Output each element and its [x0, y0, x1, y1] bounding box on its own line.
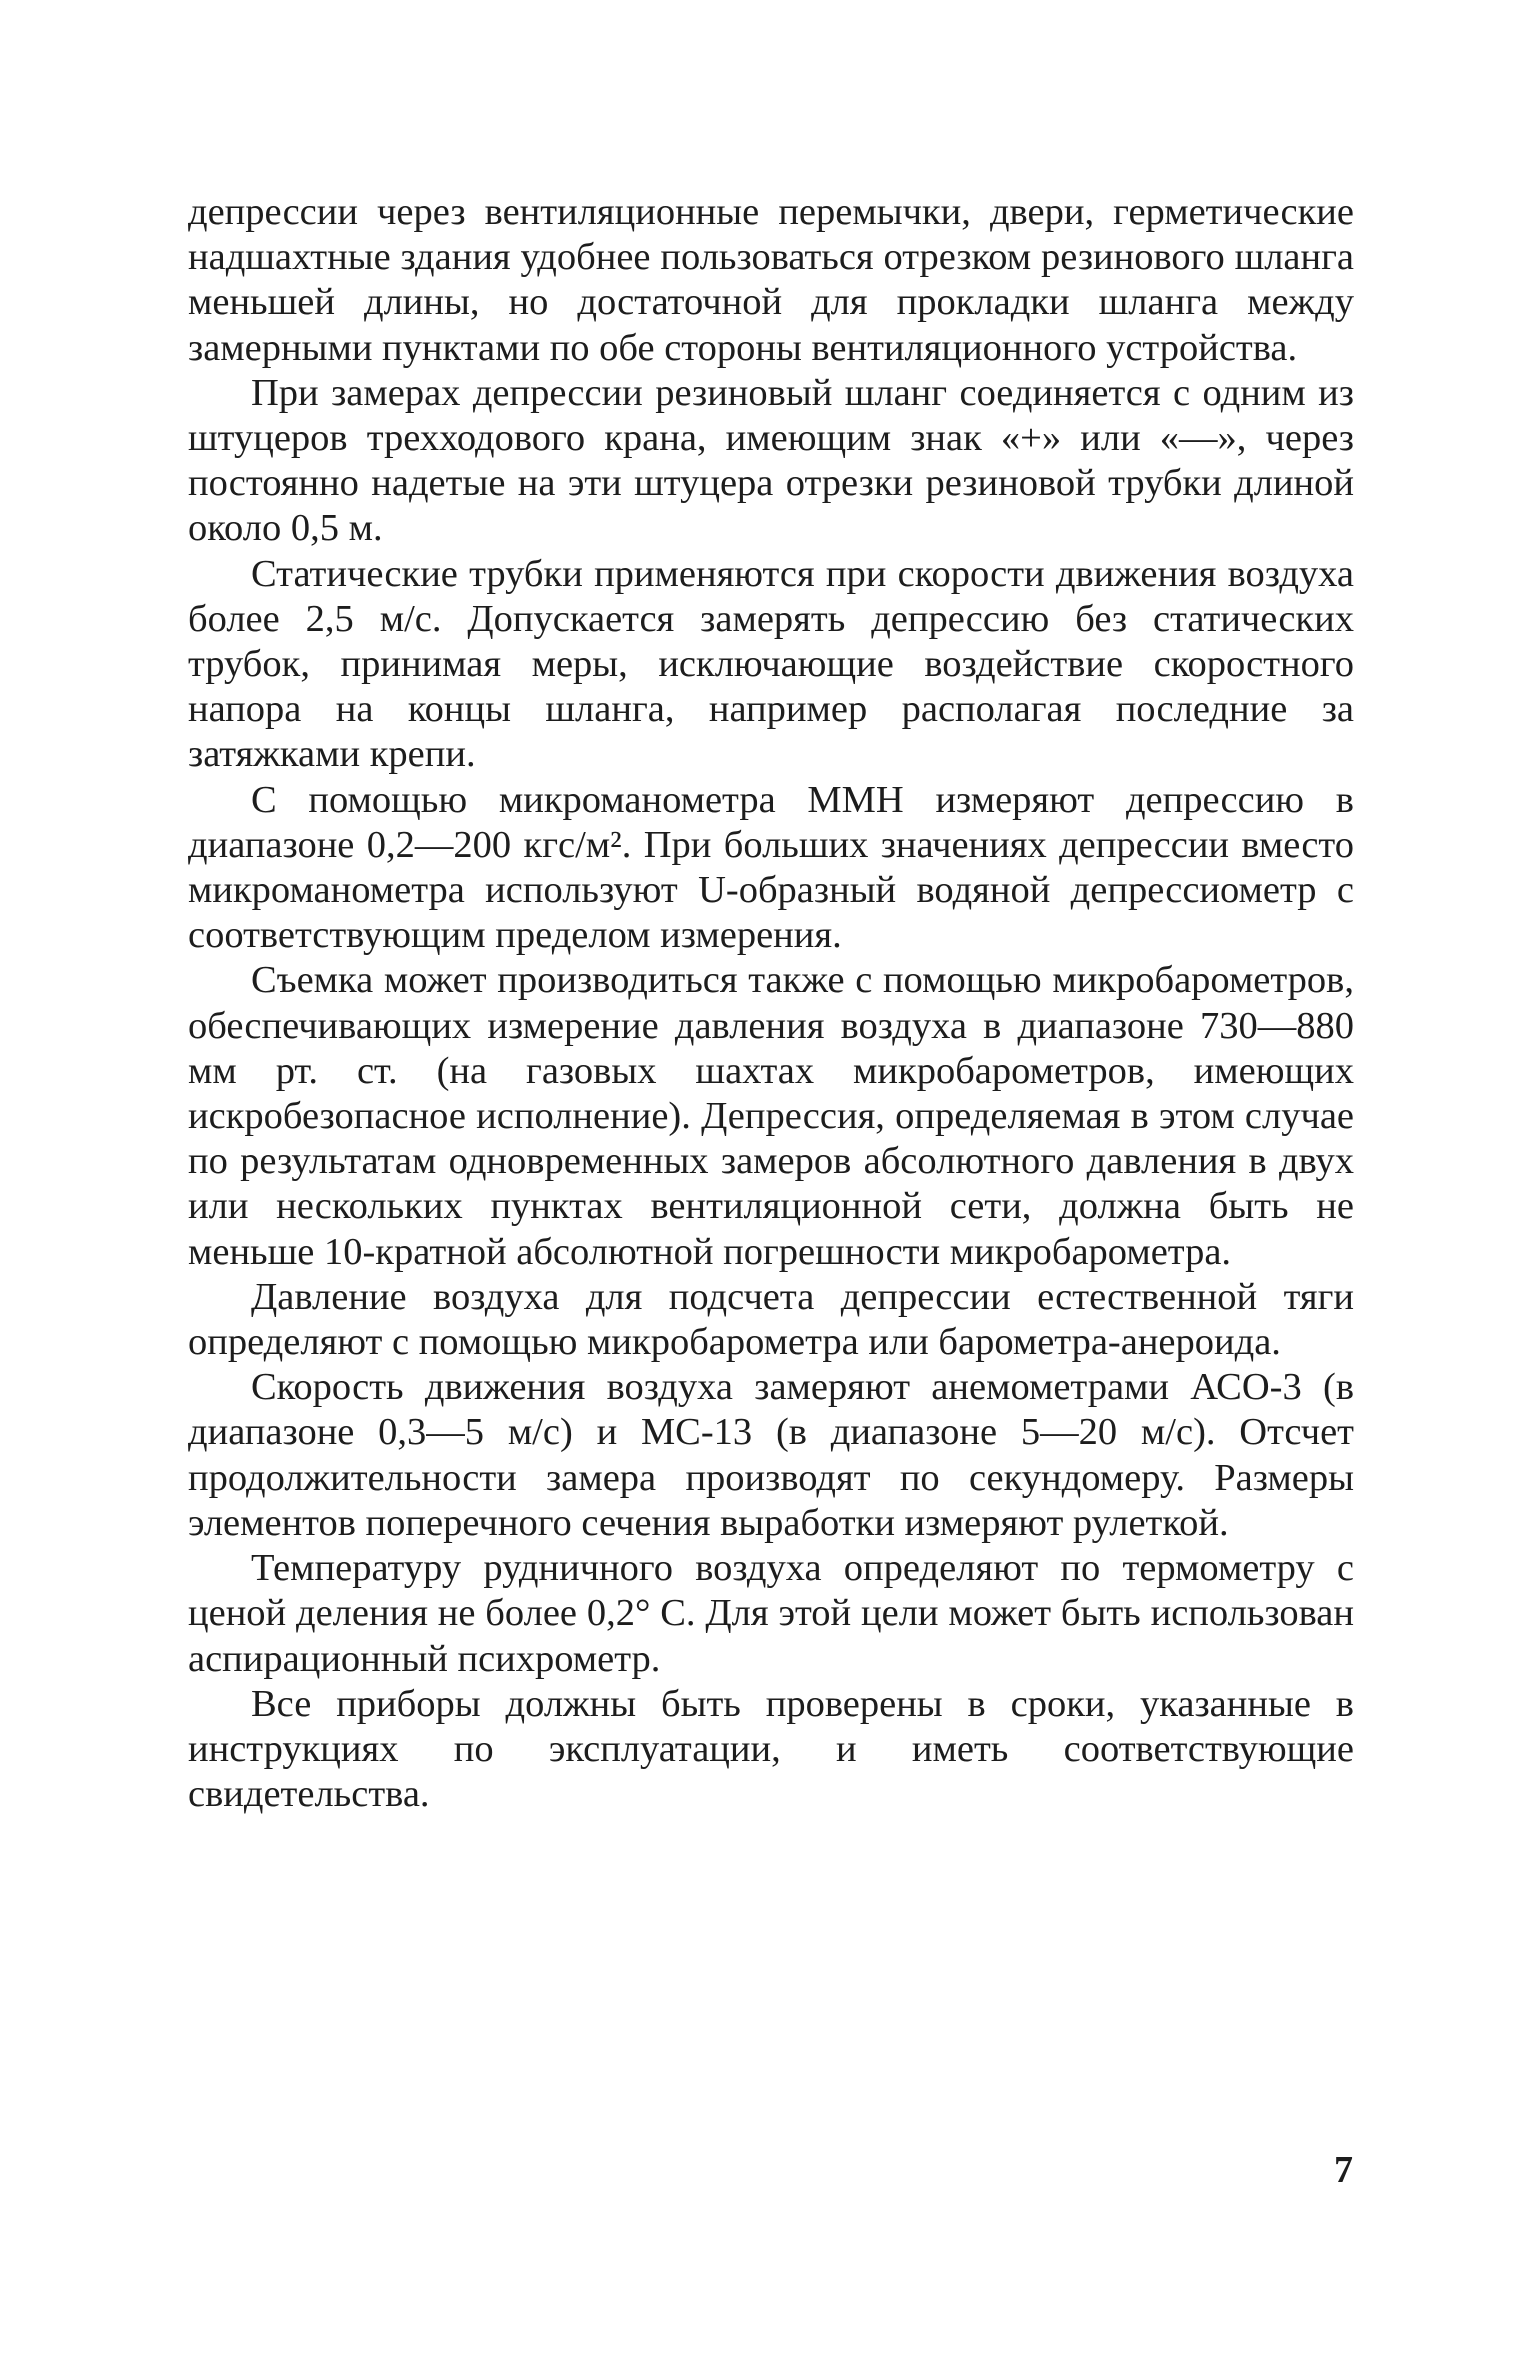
- paragraph-temperature: Температуру рудничного воздуха определяют по термометру с ценой деления не более 0,2° С. Для этой цели может быть использован аспирационный психрометр.: [188, 1547, 1354, 1680]
- paragraph-continuation: депрессии через вентиляционные перемычки, двери, герметические надшахтные здания удобнее пользоваться отрезком резинового шланга меньшей длины, но достаточной для прокладки шланга между замерными пунктами по обе стороны вентиляционного устройства.: [188, 191, 1354, 369]
- paragraph-static-tubes: Статические трубки применяются при скорости движения воздуха более 2,5 м/с. Допускается замерять депрессию без статических трубок, принимая меры, исключающие воздействие скоростного напора на концы шланга, например располагая последние за затяжками крепи.: [188, 552, 1354, 776]
- page-body: [188, 190, 1354, 1817]
- paragraph-micromanometer: С помощью микроманометра ММН измеряют депрессию в диапазоне 0,2—200 кгс/м². При больших значениях депрессии вместо микроманометра используют U-образный водяной депрессиометр с соответствующим пределом измерения.: [188, 778, 1354, 957]
- paragraph-microbarometers: Съемка может производиться также с помощью микробарометров, обеспечивающих измерение давления воздуха в диапазоне 730—880 мм рт. ст. (на газовых шахтах микробарометров, имеющих искробезопасное исполнение). Депрессия, определяемая в этом случае по результатам одновременных замеров абсолютного давления в двух или нескольких пунктах вентиляционной сети, должна быть не меньше 10-кратной абсолютной погрешности микробарометра.: [188, 959, 1354, 1273]
- paragraph-instrument-checks: Все приборы должны быть проверены в сроки, указанные в инструкциях по эксплуатации, и иметь соответствующие свидетельства.: [188, 1682, 1354, 1816]
- paragraph-natural-draft: Давление воздуха для подсчета депрессии естественной тяги определяют с помощью микробарометра или барометра-анероида.: [188, 1275, 1354, 1364]
- paragraph-air-speed: Скорость движения воздуха замеряют анемометрами АСО-3 (в диапазоне 0,3—5 м/с) и МС-13 (в диапазоне 5—20 м/с). Отсчет продолжительности замера производят по секундомеру. Размеры элементов поперечного сечения выработки измеряют рулеткой.: [188, 1366, 1354, 1544]
- page-number: 7: [1334, 2149, 1353, 2191]
- paragraph-hose-connection: При замерах депрессии резиновый шланг соединяется с одним из штуцеров трехходового крана, имеющим знак «+» или «—», через постоянно надетые на эти штуцера отрезки резиновой трубки длиной около 0,5 м.: [188, 371, 1354, 550]
